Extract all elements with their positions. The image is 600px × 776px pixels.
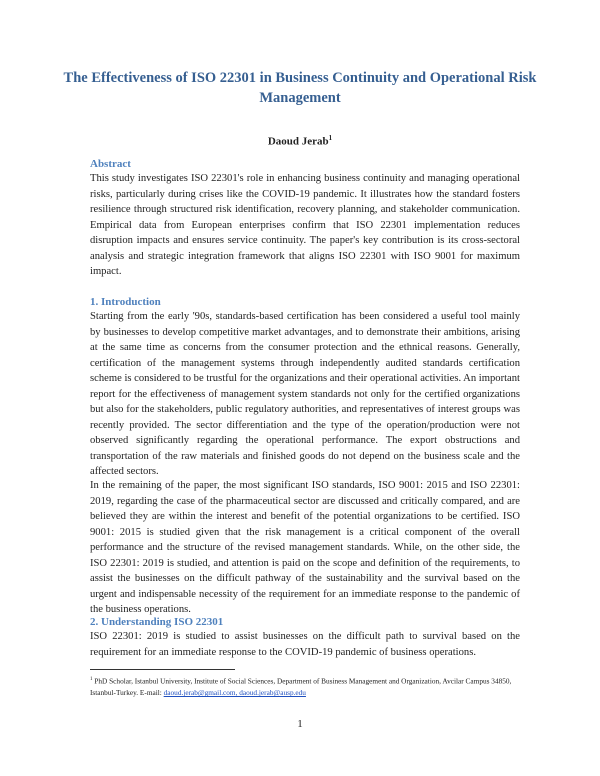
introduction-paragraph-1: Starting from the early '90s, standards-based certification has been considered a useful tool mainly by businesses to develop competitive market advantages, and to demonstrate their ambitions, arising at the same time as concerns from the consumer protection and the ethnical reasons. Generally, certification of the management systems through independently audited standards certification scheme is considered to be trustful for the organizations and their operational activities. An important report for the effectiveness of management system standards not only for the certified organizations but also for the stakeholders, public regulatory authorities, and representatives of interest groups was recently provided. The sector differentiation and the type of the operation/production were not observed significantly regarding the operational performance. The export obstructions and transportation of the raw materials and finished goods do not depend on the business scale and the affected sectors.: [90, 311, 520, 477]
author-name: Daoud Jerab: [267, 135, 329, 148]
author-line: [0, 134, 600, 148]
section2-heading: 2. Understanding ISO 22301: [90, 616, 224, 628]
author-footnote-mark: 1: [328, 134, 333, 142]
introduction-paragraph-2: In the remaining of the paper, the most significant ISO standards, ISO 9001: 2015 and ISO 22301: 2019, regarding the case of the pharmaceutical sector are discussed and critically compared, and are believed they are within the interest and benefit of the potential organizations to be certified. ISO 9001: 2015 is studied given that the risk management is a critical component of the overall performance and the structure of the revised management standards. While, on the other side, the ISO 22301: 2019 is studied, and attention is paid on the scope and definition of the requirements, to assist the businesses on the difficult pathway of the sustainability and the survival based on the urgent and indispensable necessity of the requirement for an immediate response to the pandemic of the business operations.: [90, 480, 520, 615]
abstract-text: This study investigates ISO 22301's role in enhancing business continuity and managing operational risks, particularly during crises like the COVID-19 pandemic. It illustrates how the standard fosters resilience through structured risk identification, recovery planning, and stakeholder communication. Empirical data from European enterprises confirm that ISO 22301 implementation reduces disruption impacts and ensures service continuity. The paper's key contribution is its cross-sectoral analysis and strategic integration framework that aligns ISO 22301 with ISO 9001 for maximum impact.: [90, 173, 520, 277]
section2-text: ISO 22301: 2019 is studied to assist businesses on the difficult path to survival based on the requirement for an immediate response to the COVID-19 pandemic of business operations.: [90, 631, 520, 658]
introduction-heading: 1. Introduction: [90, 296, 161, 308]
footnote-mark: 1: [90, 677, 93, 682]
footnote: [90, 674, 520, 699]
paper-title: The Effectiveness of ISO 22301 in Business Continuity and Operational Risk Management: [63, 70, 537, 106]
abstract-heading: Abstract: [90, 158, 131, 170]
footnote-email-link[interactable]: daoud.jerab@gmail.com, daoud.jerab@ausp.edu: [163, 688, 306, 698]
page-number: 1: [297, 718, 303, 730]
footnote-divider: [90, 669, 235, 670]
footnote-text: PhD Scholar, Istanbul University, Institute of Social Sciences, Department of Business Management and Organization, Avcilar Campus 34850, Istanbul-Turkey. E-mail:: [90, 676, 512, 698]
